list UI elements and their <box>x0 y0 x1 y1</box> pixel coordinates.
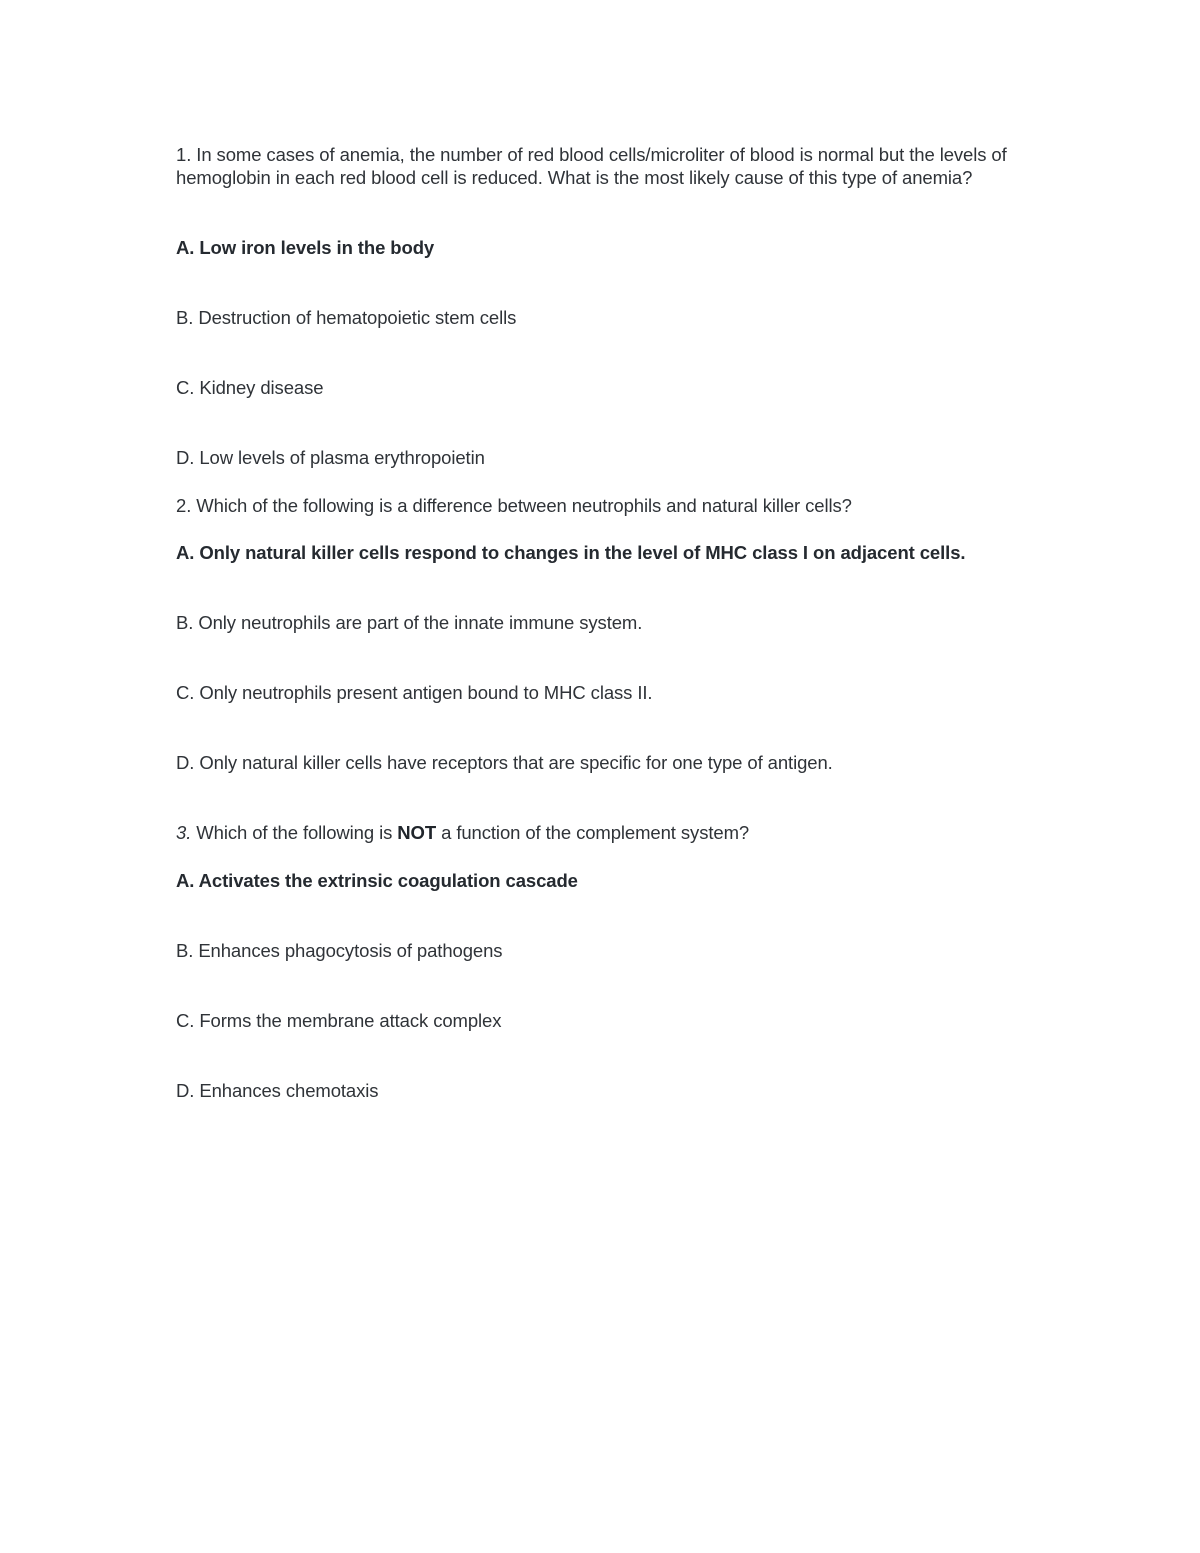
question-3-emphasis: NOT <box>397 822 437 843</box>
question-3-option-a: A. Activates the extrinsic coagulation cascade <box>176 870 578 891</box>
question-1-stem <box>176 143 1036 189</box>
question-3-stem <box>176 821 749 844</box>
question-2-option-c: C. Only neutrophils present antigen bound to MHC class II. <box>176 682 653 703</box>
question-2-option-a: A. Only natural killer cells respond to changes in the level of MHC class I on adjacent cells. <box>176 542 966 563</box>
question-3-number: 3. <box>176 822 192 843</box>
question-1-number: 1. <box>176 144 192 165</box>
question-3-option-c: C. Forms the membrane attack complex <box>176 1010 502 1031</box>
question-1-text: In some cases of anemia, the number of red blood cells/microliter of blood is normal but the levels of hemoglobin in each red blood cell is reduced. What is the most likely cause of this type of anemia? <box>176 144 1007 188</box>
question-3-text-after: a function of the complement system? <box>441 822 750 843</box>
question-1-option-b: B. Destruction of hematopoietic stem cells <box>176 307 517 328</box>
question-3-option-b: B. Enhances phagocytosis of pathogens <box>176 940 503 961</box>
question-2-option-d: D. Only natural killer cells have receptors that are specific for one type of antigen. <box>176 752 833 773</box>
question-2-stem <box>176 494 852 517</box>
question-3-option-d: D. Enhances chemotaxis <box>176 1080 379 1101</box>
question-1-option-a: A. Low iron levels in the body <box>176 237 435 258</box>
question-3-text-before: Which of the following is <box>196 822 393 843</box>
question-1-option-d: D. Low levels of plasma erythropoietin <box>176 447 485 468</box>
question-2-option-b: B. Only neutrophils are part of the innate immune system. <box>176 612 643 633</box>
question-2-number: 2. <box>176 495 192 516</box>
question-1-option-c: C. Kidney disease <box>176 377 324 398</box>
question-2-text: Which of the following is a difference between neutrophils and natural killer cells? <box>196 495 852 516</box>
